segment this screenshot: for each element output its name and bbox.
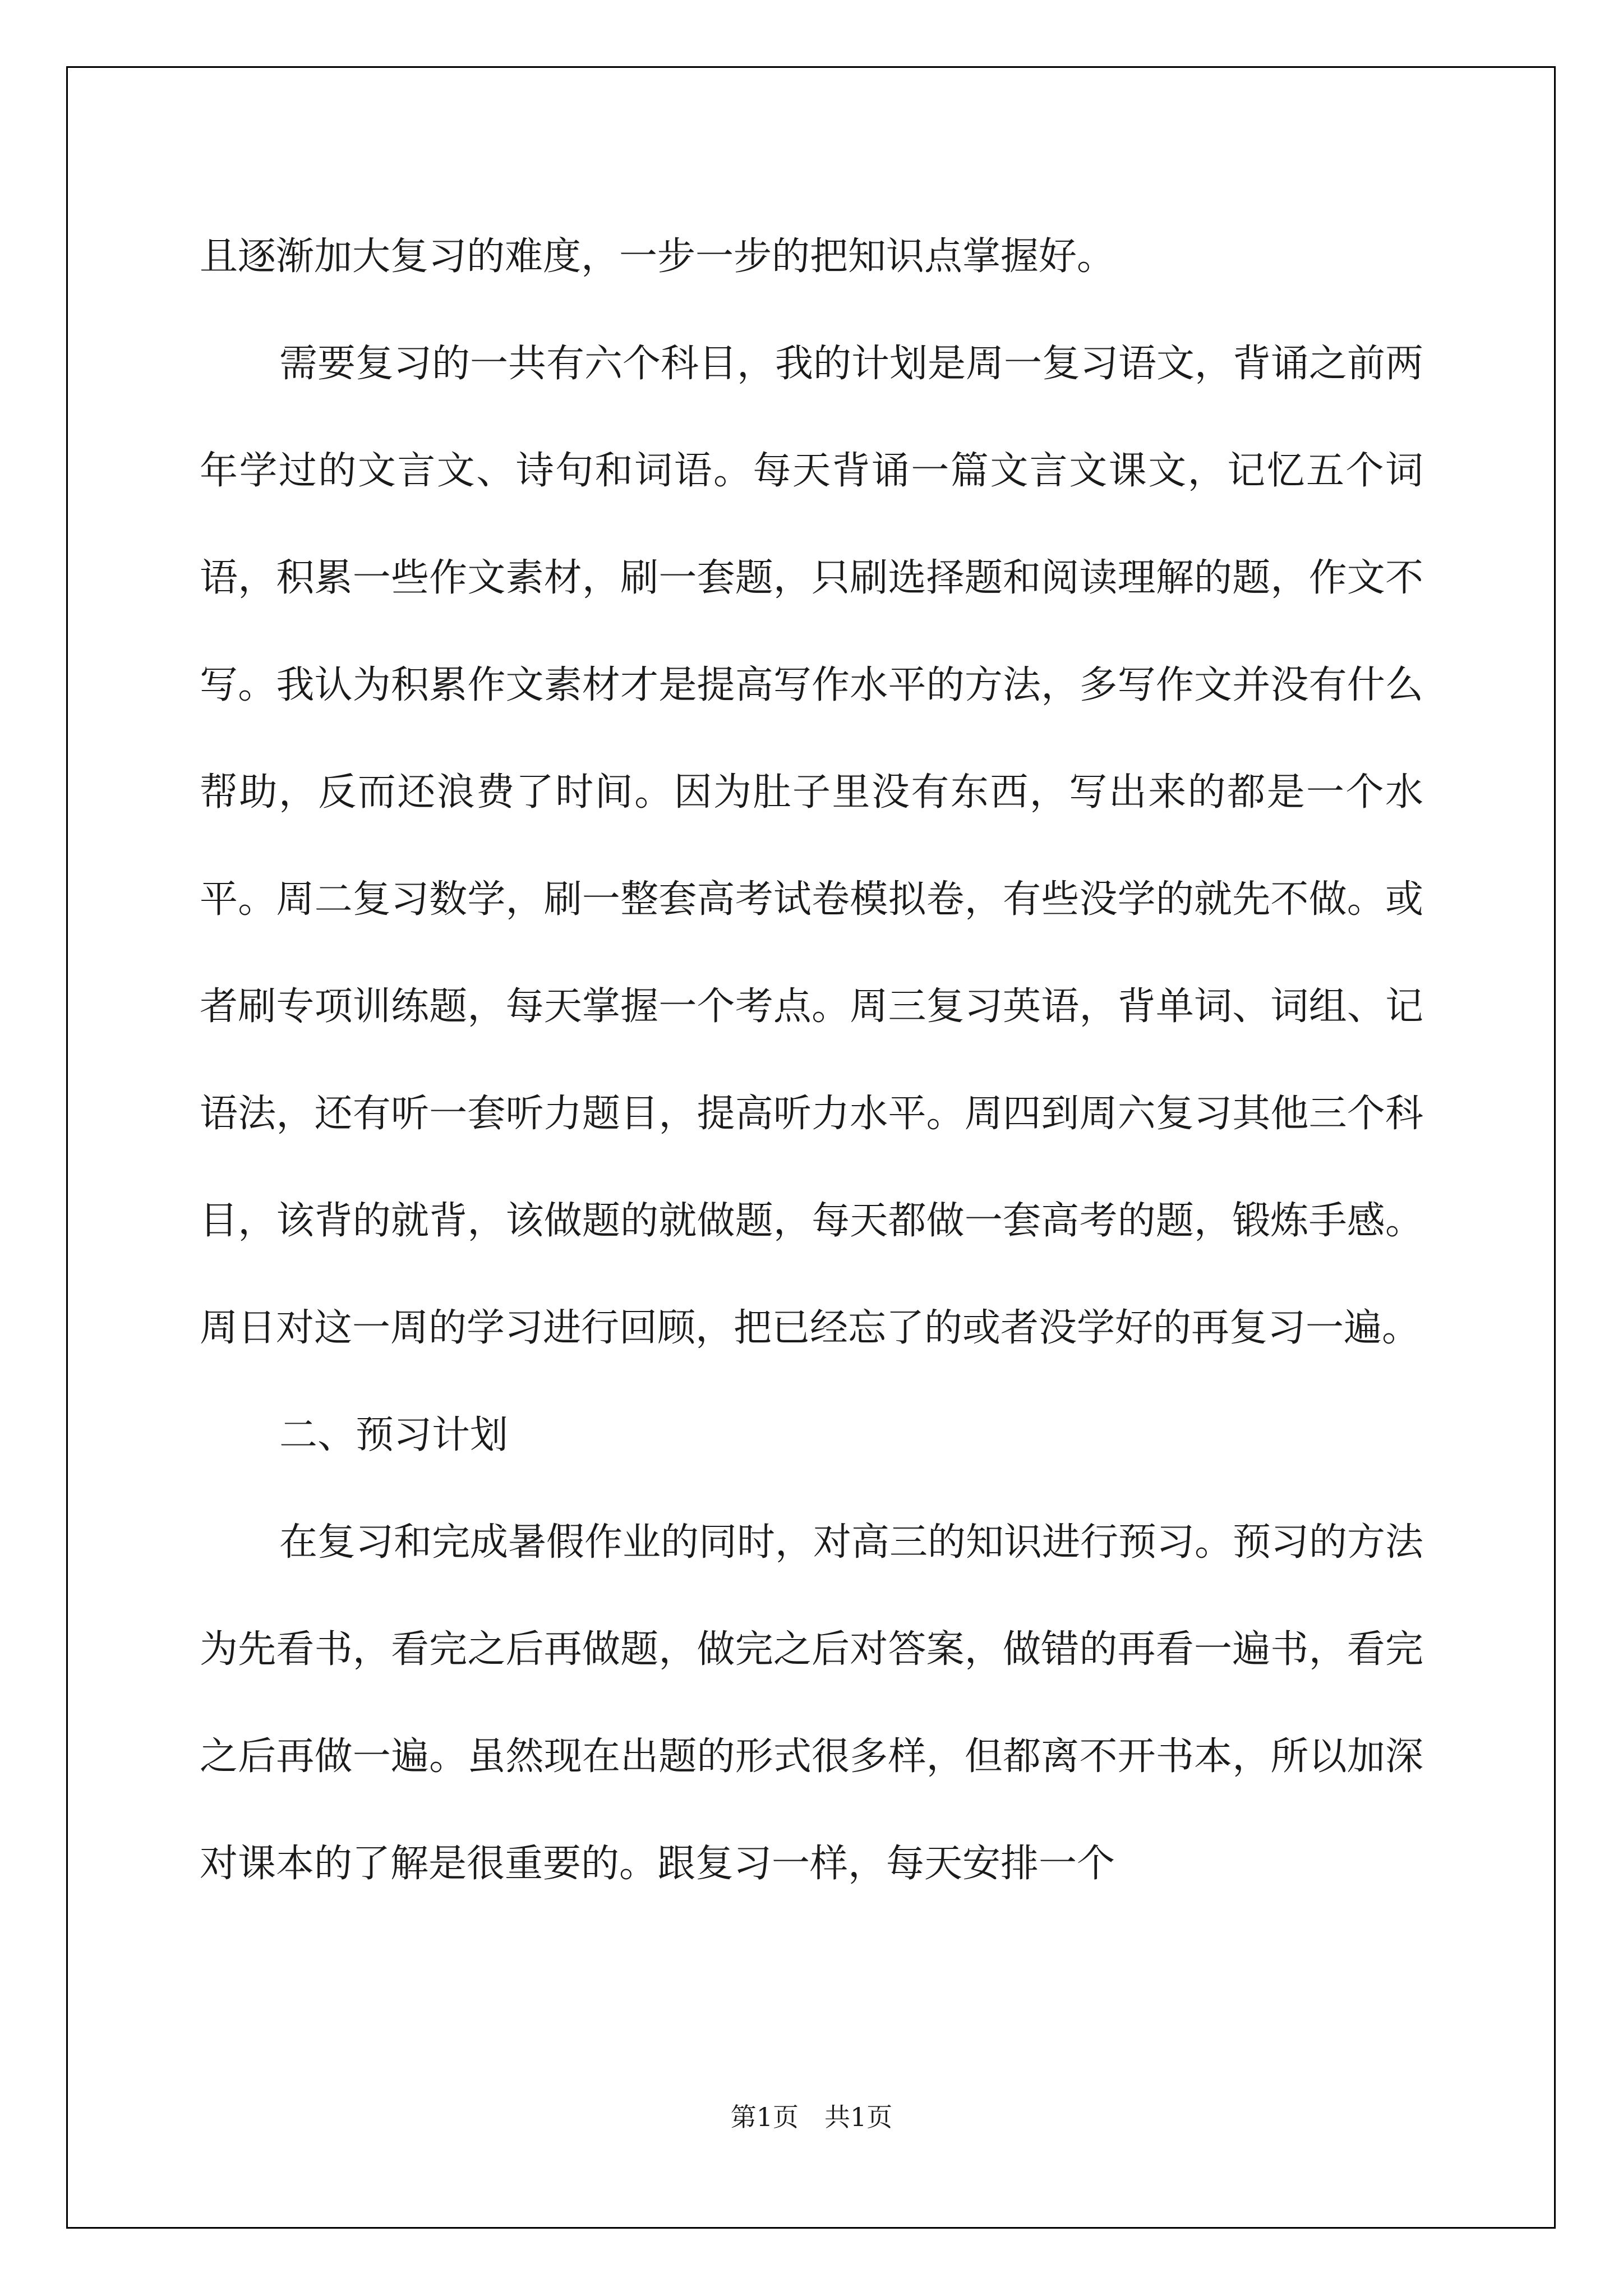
document-body [200,203,1423,1917]
page-number-footer: 第1页 共1页 [730,2102,893,2132]
paragraph-continuation: 且逐渐加大复习的难度，一步一步的把知识点掌握好。 [200,234,1115,279]
section-heading-preview-plan: 二、预习计划 [279,1413,509,1457]
paragraph-review-schedule: 需要复习的一共有六个科目，我的计划是周一复习语文，背诵之前两年学过的文言文、诗句和词语。每天背诵一篇文言文课文，记忆五个词语，积累一些作文素材，刷一套题，只刷选择题和阅读理解的题，作文不写。我认为积累作文素材才是提高写作水平的方法，多写作文并没有什么帮助，反而还浪费了时间。因为肚子里没有东西，写出来的都是一个水平。周二复习数学，刷一整套高考试卷模拟卷，有些没学的就先不做。或者刷专项训练题，每天掌握一个考点。周三复习英语，背单词、词组、记语法，还有听一套听力题目，提高听力水平。周四到周六复习其他三个科目，该背的就背，该做题的就做题，每天都做一套高考的题，锻炼手感。周日对这一周的学习进行回顾，把已经忘了的或者没学好的再复习一遍。 [200,342,1424,1350]
paragraph-preview-method: 在复习和完成暑假作业的同时，对高三的知识进行预习。预习的方法为先看书，看完之后再做题，做完之后对答案，做错的再看一遍书，看完之后再做一遍。虽然现在出题的形式很多样，但都离不开书本，所以加深对课本的了解是很重要的。跟复习一样，每天安排一个 [200,1520,1424,1886]
